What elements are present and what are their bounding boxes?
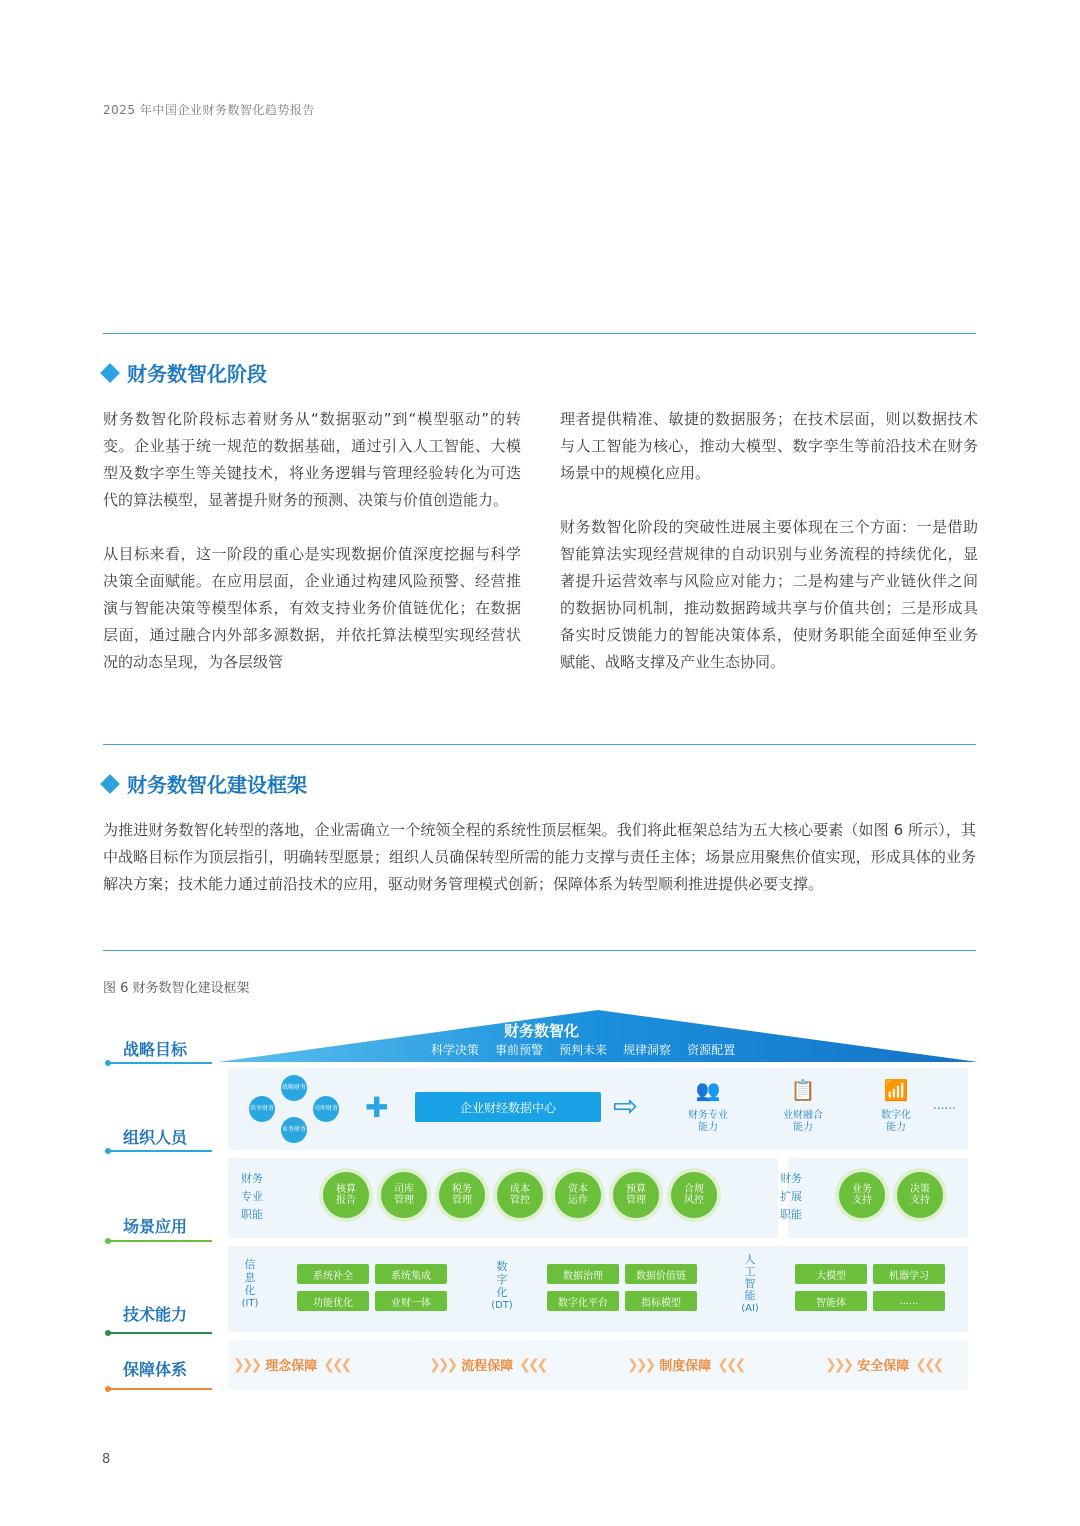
org-circle-left: 共享财务 — [249, 1096, 275, 1122]
tech-label-ai — [735, 1254, 765, 1315]
guarantee-label: 安全保障 — [857, 1359, 910, 1374]
paragraph: 理者提供精准、敏捷的数据服务；在技术层面，则以数据技术与人工智能为核心，推动大模型、数字孪生等前沿技术在财务场景中的规模化应用。 — [560, 410, 978, 482]
right-column — [560, 406, 978, 676]
roof-item: 科学决策 — [431, 1043, 480, 1057]
tech-label-dt — [487, 1260, 517, 1313]
data-center-bar: 企业财经数据中心 — [415, 1092, 601, 1122]
chevrons-right-icon: ❯❯❯ — [429, 1356, 456, 1373]
framework-figure — [103, 1010, 980, 1395]
org-circle-bottom: 业务财务 — [281, 1117, 307, 1143]
tech-label-it — [235, 1258, 265, 1311]
guarantee-item — [627, 1355, 743, 1374]
roof-items — [431, 1041, 735, 1058]
guarantee-label: 制度保障 — [659, 1359, 712, 1374]
org-circle-top: 战略财务 — [281, 1075, 307, 1101]
chevrons-right-icon: ❯❯❯ — [233, 1356, 260, 1373]
guarantee-item — [429, 1355, 545, 1374]
paragraph: 财务数智化阶段的突破性进展主要体现在三个方面：一是借助智能算法实现经营规律的自动识别与业务流程的持续优化，显著提升运营效率与风险应对能力；二是构建与产业链伙伴之间的数据协同机制，推动数据跨域共享与价值共创；三是形成具备实时反馈能力的智能决策体系，使财务职能全面延伸至业务赋能、战略支撑及产业生态协同。 — [560, 518, 978, 671]
tech-label-text: 人工智能 — [744, 1253, 756, 1302]
scene-item: 税务管理 — [439, 1172, 485, 1218]
diamond-icon — [100, 363, 120, 383]
more-indicator: ...... — [933, 1098, 956, 1112]
scene-item: 合规风控 — [671, 1172, 717, 1218]
tech-item: 业财一体 — [375, 1291, 447, 1311]
tech-item: 数字化平台 — [547, 1291, 619, 1311]
document-icon: 📋 — [790, 1078, 816, 1102]
row-line — [107, 1388, 212, 1390]
chevrons-right-icon: ❯❯❯ — [825, 1356, 852, 1373]
tech-label-text: 数字化 — [496, 1260, 508, 1299]
row-label-strategy: 战略目标 — [123, 1040, 188, 1059]
tech-item: 数据价值链 — [625, 1264, 697, 1284]
scene-item: 核算报告 — [323, 1172, 369, 1218]
chevrons-right-icon: ❯❯❯ — [627, 1356, 654, 1373]
section-title — [103, 769, 307, 798]
plus-icon: ✚ — [365, 1091, 389, 1124]
row-line — [107, 1062, 212, 1064]
roof-item: 资源配置 — [687, 1043, 736, 1057]
scene-item: 预算管理 — [613, 1172, 659, 1218]
scene-group-label: 财务扩展职能 — [780, 1172, 802, 1221]
tech-label-code: (AI) — [741, 1303, 759, 1314]
tech-item: 机器学习 — [873, 1264, 945, 1284]
tech-item: 系统集成 — [375, 1264, 447, 1284]
row-label-tech: 技术能力 — [123, 1305, 188, 1324]
people-icon: 👥 — [695, 1078, 721, 1102]
paragraph: 为推进财务数智化转型的落地，企业需确立一个统领全程的系统性顶层框架。我们将此框架总结为五大核心要素（如图 6 所示），其中战略目标作为顶层指引，明确转型愿景；组织人员确保转型所需的能力支撑与责任主体；场景应用聚焦价值实现，形成具体的业务解决方案；技术能力通过前沿技术的应用，驱动财务管理模式创新；保障体系为转型顺利推进提供必要支撑。 — [103, 821, 976, 893]
row-dot — [105, 1330, 111, 1336]
divider — [103, 333, 976, 334]
section-title-text: 财务数智化建设框架 — [127, 773, 307, 797]
section-title-text: 财务数智化阶段 — [127, 362, 267, 386]
row-dot — [105, 1060, 111, 1066]
paragraph: 财务数智化阶段标志着财务从“数据驱动”到“模型驱动”的转变。企业基于统一规范的数据基础，通过引入人工智能、大模型及数字孪生等关键技术，将业务逻辑与管理经验转化为可迭代的算法模型，显著提升财务的预测、决策与价值创造能力。 — [103, 410, 521, 509]
left-column — [103, 406, 521, 676]
chevrons-left-icon: ❮❮❮ — [717, 1356, 744, 1373]
section-title — [103, 358, 267, 387]
row-label-guarantee: 保障体系 — [123, 1360, 188, 1379]
row-dot — [105, 1386, 111, 1392]
tech-item: 智能体 — [795, 1291, 867, 1311]
row-label-org: 组织人员 — [123, 1128, 188, 1147]
guarantee-item — [233, 1355, 349, 1374]
tech-item: 系统补全 — [297, 1264, 369, 1284]
figure-caption: 图 6 财务数智化建设框架 — [103, 981, 250, 996]
tech-label-code: (DT) — [491, 1300, 513, 1311]
diamond-icon — [100, 774, 120, 794]
chevrons-left-icon: ❮❮❮ — [915, 1356, 942, 1373]
capability-label: 数字化能力 — [881, 1110, 911, 1133]
divider — [103, 950, 976, 951]
chart-icon: 📶 — [883, 1078, 909, 1102]
page-number: 8 — [102, 1452, 111, 1467]
running-header: 2025 年中国企业财务数智化趋势报告 — [103, 103, 315, 117]
row-dot — [105, 1148, 111, 1154]
row-label-scene: 场景应用 — [123, 1217, 188, 1236]
scene-item: 决策支持 — [897, 1172, 943, 1218]
scene-item: 业务支持 — [839, 1172, 885, 1218]
capability-label: 财务专业能力 — [688, 1110, 728, 1133]
org-circle-right: 司库财务 — [313, 1096, 339, 1122]
row-dot — [105, 1238, 111, 1244]
tech-item: 指标模型 — [625, 1291, 697, 1311]
scene-item: 司库管理 — [381, 1172, 427, 1218]
divider — [103, 744, 976, 745]
scene-item: 资本运作 — [555, 1172, 601, 1218]
roof-title: 财务数智化 — [503, 1022, 579, 1040]
tech-label-text: 信息化 — [244, 1258, 256, 1297]
chevrons-left-icon: ❮❮❮ — [519, 1356, 546, 1373]
tech-item: ...... — [873, 1291, 945, 1311]
row-line — [107, 1150, 212, 1152]
tech-band — [228, 1246, 968, 1332]
row-line — [107, 1332, 212, 1334]
paragraph: 从目标来看，这一阶段的重心是实现数据价值深度挖掘与科学决策全面赋能。在应用层面，企业通过构建风险预警、经营推演与智能决策等模型体系，有效支持业务价值链优化；在数据层面，通过融合内外部多源数据，并依托算法模型实现经营状况的动态呈现，为各层级管 — [103, 545, 521, 671]
row-line — [107, 1240, 212, 1242]
scene-item: 成本管控 — [497, 1172, 543, 1218]
tech-label-code: (IT) — [241, 1298, 259, 1309]
roof-item: 规律洞察 — [623, 1043, 672, 1057]
roof-item: 事前预警 — [495, 1043, 544, 1057]
tech-item: 大模型 — [795, 1264, 867, 1284]
capability-label: 业财融合能力 — [783, 1110, 823, 1133]
roof-item: 预判未来 — [559, 1043, 608, 1057]
guarantee-item — [825, 1355, 941, 1374]
tech-item: 数据治理 — [547, 1264, 619, 1284]
tech-item: 功能优化 — [297, 1291, 369, 1311]
guarantee-label: 理念保障 — [265, 1359, 318, 1374]
guarantee-label: 流程保障 — [461, 1359, 514, 1374]
scene-group-label: 财务专业职能 — [241, 1172, 263, 1221]
arrow-right-icon: ⇨ — [613, 1089, 639, 1124]
chevrons-left-icon: ❮❮❮ — [323, 1356, 350, 1373]
